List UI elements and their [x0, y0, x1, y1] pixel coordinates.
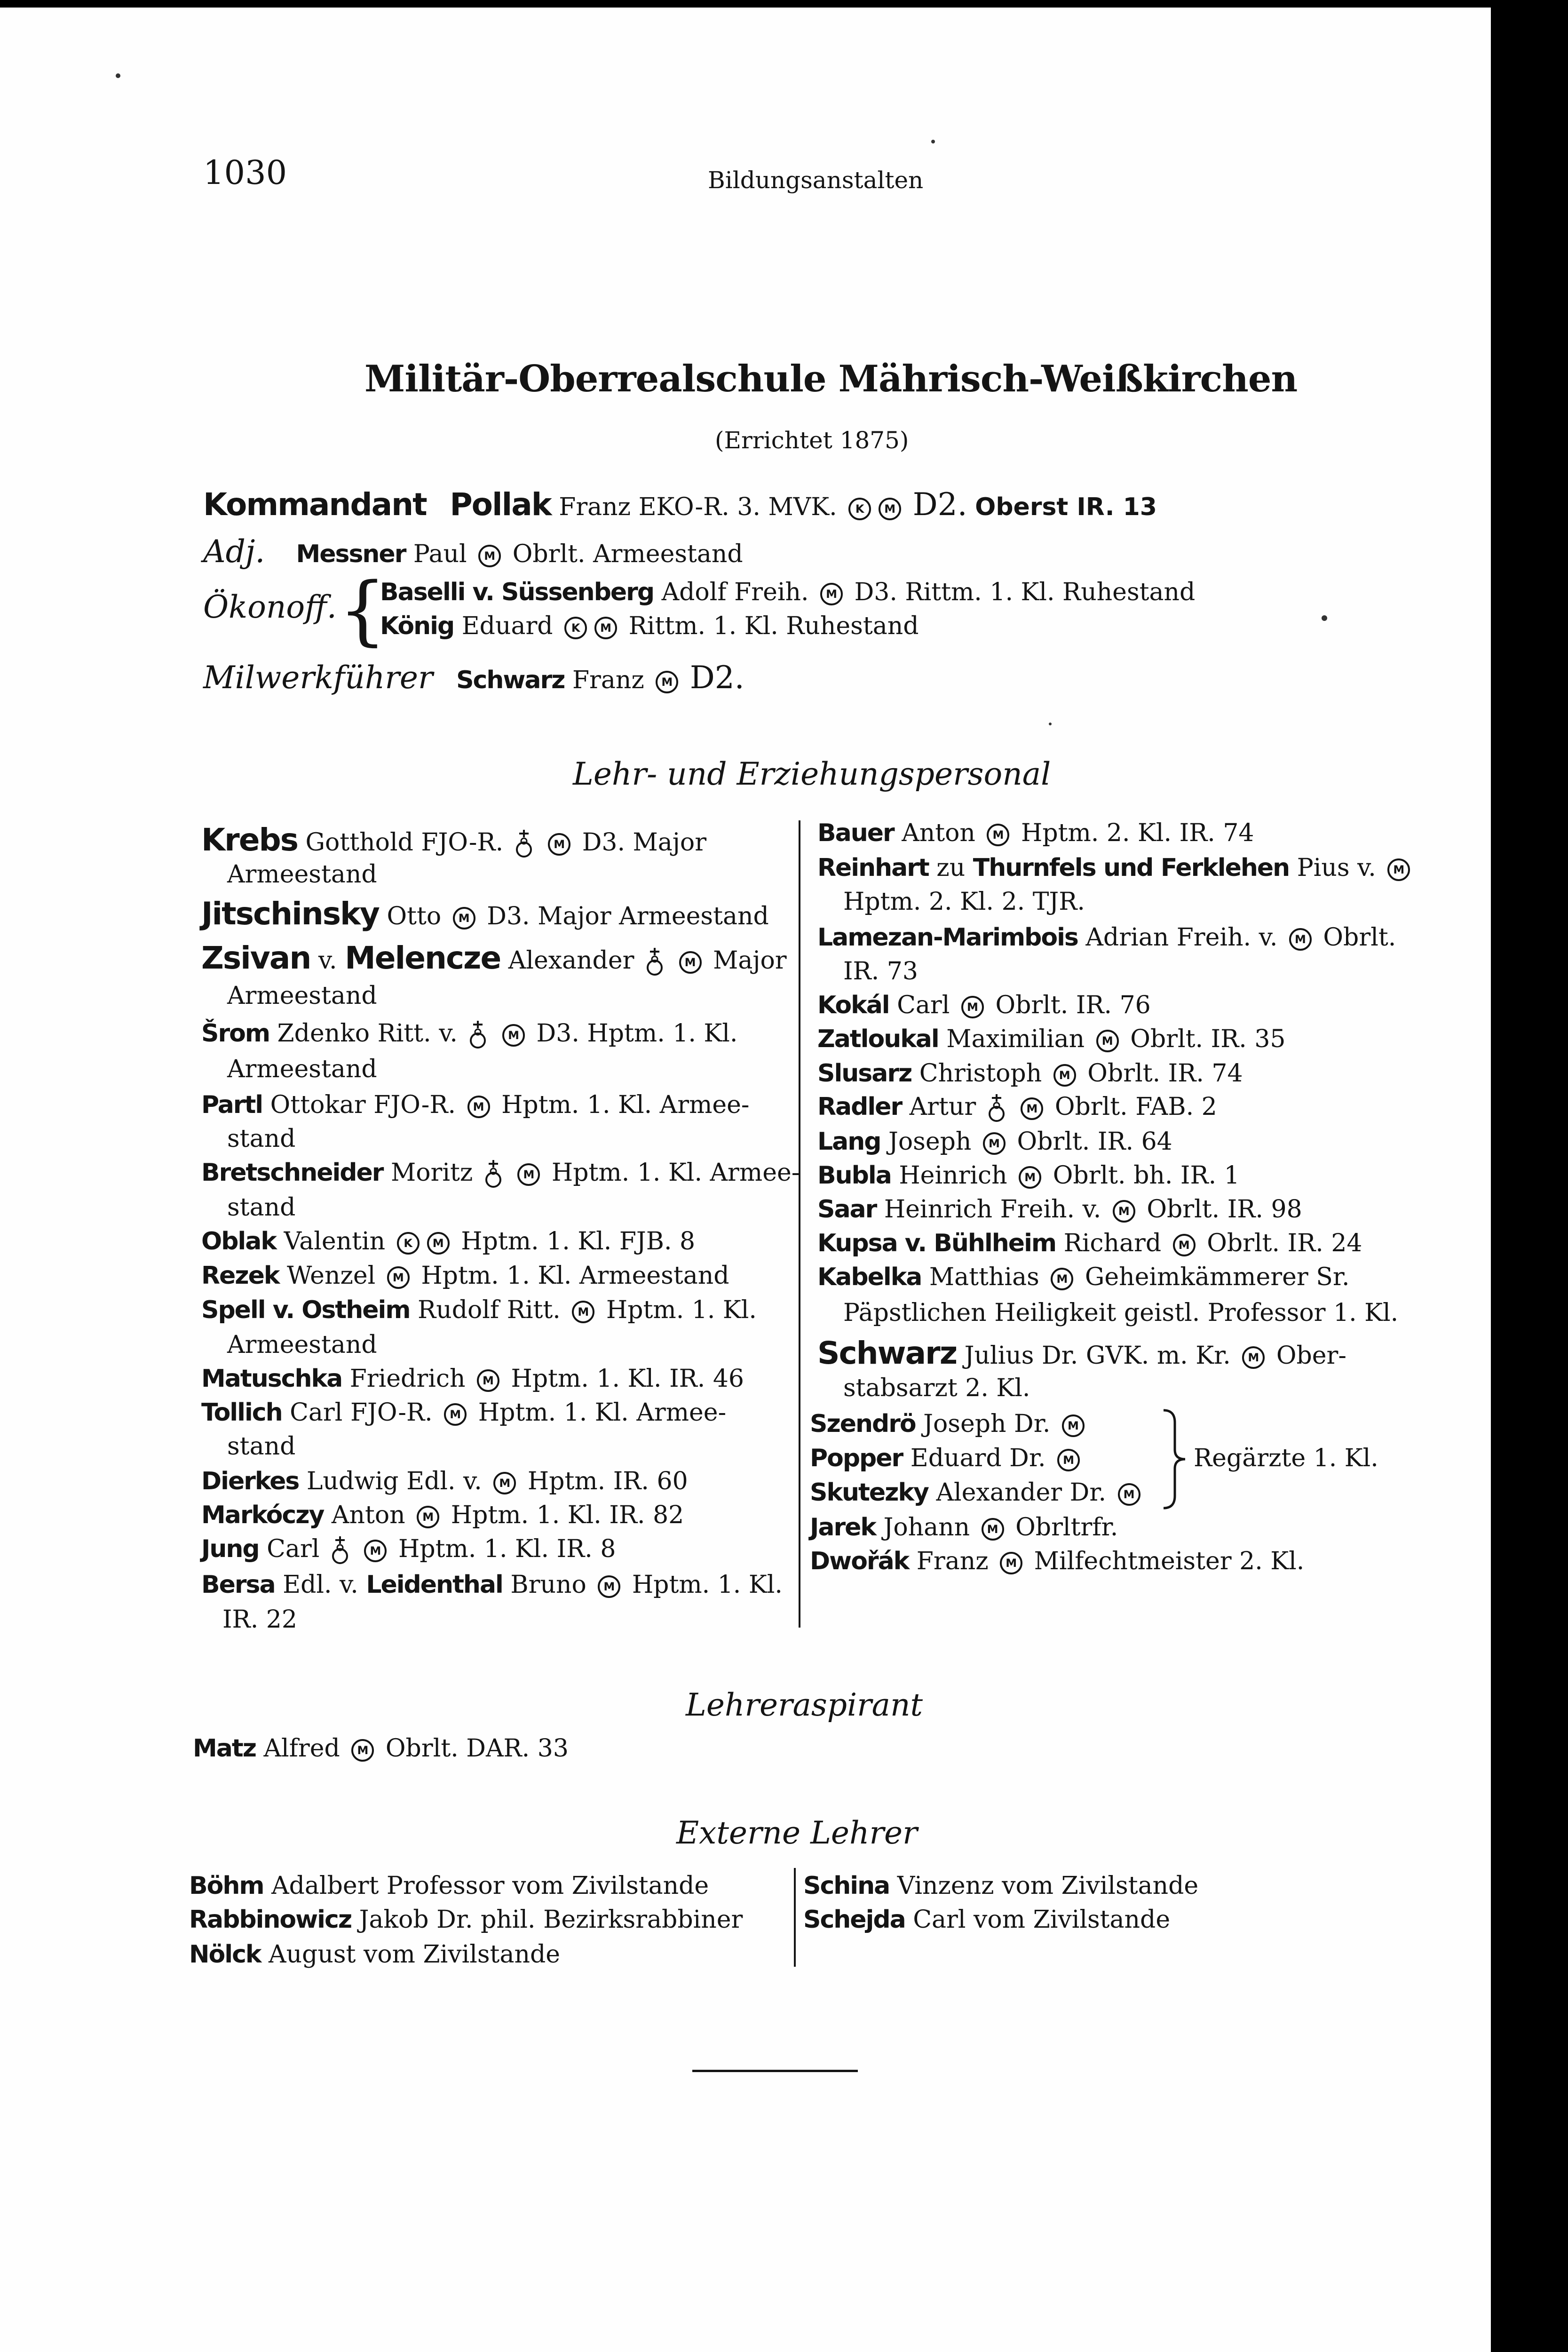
- military-cross-icon: [330, 1534, 350, 1567]
- given-name: Ottokar FJO-R.: [270, 1091, 456, 1119]
- given-name: Pius v.: [1297, 854, 1376, 882]
- dust-speck: [116, 73, 120, 78]
- surname: Lamezan-Marimbois: [817, 923, 1078, 952]
- given-name: Maximilian: [946, 1025, 1085, 1053]
- surname: Popper: [810, 1444, 903, 1472]
- order-m-icon: M: [364, 1540, 387, 1562]
- order-m-icon: M: [1000, 1552, 1022, 1574]
- surname: Schina: [803, 1872, 890, 1900]
- order-m-icon: M: [983, 1132, 1006, 1155]
- rank: D3. Rittm. 1. Kl. Ruhestand: [854, 578, 1196, 606]
- details: Carl vom Zivilstande: [913, 1906, 1171, 1934]
- order-m-icon: M: [598, 1575, 620, 1598]
- rank: Obrlt. IR. 76: [995, 991, 1151, 1019]
- rank: Major: [713, 946, 787, 975]
- surname: Markóczy: [201, 1501, 324, 1529]
- entry-partl: [201, 1089, 750, 1121]
- order-m-icon: M: [987, 824, 1009, 846]
- given-name: Joseph Dr.: [923, 1410, 1051, 1438]
- rank: Hptm. 1. Kl. FJB. 8: [461, 1227, 696, 1255]
- rank: Obrltrfr.: [1015, 1513, 1118, 1542]
- military-cross-icon: [483, 1158, 503, 1191]
- label: Adj.: [203, 533, 265, 570]
- entry-srom-cont: Armeestand: [227, 1055, 377, 1083]
- order-m-icon: M: [417, 1506, 439, 1528]
- order-k-icon: K: [397, 1232, 420, 1255]
- entry-rezek: [201, 1259, 729, 1292]
- entry-spell: [201, 1294, 757, 1327]
- conjunction: und: [1103, 854, 1153, 882]
- dust-speck: [931, 140, 935, 143]
- given-name: Eduard Dr.: [910, 1444, 1046, 1472]
- surname: Jitschinsky: [201, 896, 379, 932]
- label-oekonoff: Ökonoff.: [203, 589, 337, 625]
- given-name: Alfred: [263, 1734, 340, 1763]
- entry-srom: [201, 1017, 737, 1052]
- book-page: [0, 8, 1491, 2352]
- given-name: Franz: [572, 666, 644, 694]
- order-m-icon: M: [1021, 1097, 1043, 1120]
- surname: Reinhart: [817, 854, 929, 882]
- surname: Nölck: [189, 1940, 261, 1969]
- order-k-icon: K: [564, 617, 587, 639]
- order-m-icon: M: [1387, 858, 1410, 881]
- entry-bretschneider: [201, 1156, 800, 1191]
- given-name: Alexander: [508, 946, 634, 975]
- rank: Obrlt. IR. 35: [1130, 1025, 1286, 1053]
- rank: Obrlt. IR. 64: [1017, 1128, 1172, 1156]
- order-m-icon: M: [1019, 1166, 1041, 1189]
- order-m-icon: M: [879, 498, 901, 520]
- surname: Bretschneider: [201, 1159, 383, 1187]
- military-cross-icon: [645, 946, 665, 979]
- entry-bauer: [817, 817, 1254, 850]
- surname: Saar: [817, 1195, 877, 1224]
- order-m-icon: M: [1289, 928, 1312, 951]
- surname: Schwarz: [817, 1335, 957, 1371]
- entry-jitschinsky: [201, 898, 769, 933]
- order-m-icon: M: [548, 833, 570, 856]
- given-name: Joseph: [888, 1128, 972, 1156]
- entry-tollich-cont: stand: [227, 1432, 296, 1461]
- section-heading-lehr: Lehr- und Erziehungspersonal: [573, 756, 1051, 792]
- details: Adalbert Professor vom Zivilstande: [271, 1872, 709, 1900]
- staff-adjutant: [203, 535, 743, 571]
- surname: Lang: [817, 1128, 881, 1156]
- military-cross-icon: [514, 828, 534, 861]
- entry-reinhart: [817, 851, 1414, 884]
- given-name: Adrian Freih. v.: [1085, 923, 1278, 952]
- entry-jarek: [810, 1511, 1118, 1544]
- order-m-icon: M: [572, 1301, 594, 1323]
- rank: Hptm. 1. Kl.: [632, 1571, 783, 1599]
- column-divider: [799, 820, 800, 1628]
- order-m-icon: M: [1057, 1449, 1080, 1471]
- order-m-icon: M: [387, 1266, 410, 1289]
- surname: Partl: [201, 1091, 263, 1119]
- order-m-icon: M: [467, 1096, 490, 1118]
- given-name: Bruno: [510, 1571, 586, 1599]
- right-brace-icon: [1161, 1408, 1189, 1510]
- given-name: Anton: [331, 1501, 405, 1529]
- surname: Szendrö: [810, 1410, 916, 1438]
- regaerzte-label: Regärzte 1. Kl.: [1194, 1444, 1378, 1472]
- entry-schwarz-cont: stabsarzt 2. Kl.: [843, 1374, 1030, 1402]
- given-name: Carl: [897, 991, 950, 1019]
- given-name: Valentin: [284, 1227, 386, 1255]
- entry-matz: [193, 1732, 569, 1765]
- entry-zsivan-cont: Armeestand: [227, 982, 377, 1010]
- rank: Obrlt. IR. 74: [1087, 1059, 1243, 1088]
- order-m-icon: M: [656, 671, 678, 693]
- entry-bretschneider-cont: stand: [227, 1193, 296, 1222]
- surname: Messner: [296, 540, 406, 568]
- rank: D3. Hptm. 1. Kl.: [536, 1019, 738, 1048]
- rank: Milfechtmeister 2. Kl.: [1034, 1547, 1305, 1575]
- rank: Hptm. 1. Kl.: [606, 1296, 757, 1324]
- entry-jung: [201, 1533, 616, 1567]
- given-name: Franz: [916, 1547, 989, 1575]
- entry-szendro: [810, 1407, 1088, 1440]
- rank: Obrlt. FAB. 2: [1054, 1093, 1217, 1121]
- entry-matuschka: [201, 1362, 744, 1395]
- subtitle: (Errichtet 1875): [715, 427, 909, 454]
- rank: Hptm. 1. Kl. Armee-: [478, 1398, 727, 1427]
- surname-3: Ferklehen: [1160, 854, 1290, 882]
- details: Gotthold FJO-R.: [305, 828, 504, 857]
- extern-entry: [189, 1903, 743, 1936]
- given-name: Johann: [883, 1513, 970, 1542]
- rank: Obrlt. Armeestand: [512, 540, 743, 568]
- given-name: Carl FJO-R.: [290, 1398, 433, 1427]
- given-name: Matthias: [929, 1263, 1039, 1291]
- rank: Hptm. 1. Kl. IR. 46: [511, 1365, 744, 1393]
- extern-entry: [803, 1869, 1198, 1902]
- extern-entry: [803, 1903, 1170, 1936]
- entry-lamezan: [817, 921, 1396, 954]
- dust-speck: [1322, 615, 1327, 621]
- rank: Hptm. 1. Kl. IR. 8: [398, 1535, 616, 1563]
- order-m-icon: M: [961, 996, 984, 1018]
- order-m-icon: M: [477, 1369, 499, 1392]
- military-cross-icon: [468, 1019, 488, 1052]
- surname: Pollak: [450, 486, 551, 523]
- order-m-icon: M: [493, 1472, 516, 1494]
- surname: Kupsa v. Bühlheim: [817, 1229, 1056, 1257]
- rank: Obrlt.: [1323, 923, 1396, 952]
- order-m-icon: M: [1051, 1268, 1073, 1290]
- surname: Baselli v. Süssenberg: [380, 578, 654, 606]
- rank: Hptm. IR. 60: [527, 1467, 688, 1495]
- rank: Obrlt. IR. 98: [1147, 1195, 1302, 1224]
- entry-schwarz: [817, 1337, 1346, 1372]
- label: Kommandant: [203, 486, 427, 523]
- surname: Bersa: [201, 1571, 275, 1599]
- surname: Böhm: [189, 1872, 264, 1900]
- end-rule: [692, 2070, 858, 2072]
- scan-border-top: [0, 0, 1568, 8]
- dust-speck: [1049, 723, 1052, 725]
- extern-entry: [189, 1869, 709, 1902]
- surname: Dierkes: [201, 1467, 299, 1495]
- entry-dierkes: [201, 1465, 688, 1498]
- given-name: Rudolf Ritt.: [418, 1296, 561, 1324]
- given-name: Wenzel: [286, 1262, 376, 1290]
- entry-kupsa: [817, 1227, 1362, 1260]
- staff-milwerkfuehrer: [203, 661, 744, 697]
- decoration: D2.: [689, 660, 744, 696]
- given-name: Moritz: [390, 1159, 473, 1187]
- rank: D3. Major: [582, 828, 707, 857]
- entry-krebs: [201, 824, 706, 861]
- entry-dworak: [810, 1545, 1304, 1578]
- entry-zsivan: [201, 942, 787, 979]
- surname: Schwarz: [456, 666, 565, 694]
- page-title: Militär-Oberrealschule Mährisch-Weißkirchen: [364, 358, 1298, 400]
- order-m-icon: M: [982, 1518, 1004, 1541]
- surname-2: Thurnfels: [973, 854, 1096, 882]
- details: Vinzenz vom Zivilstande: [897, 1872, 1199, 1900]
- order-m-icon: M: [453, 907, 475, 930]
- given-name: Artur: [909, 1093, 976, 1121]
- staff-kommandant: [203, 488, 1157, 524]
- entry-slusarz: [817, 1057, 1243, 1090]
- rank: Obrlt. bh. IR. 1: [1053, 1161, 1240, 1190]
- order-m-icon: M: [1242, 1346, 1265, 1369]
- entry-skutezky: [810, 1476, 1144, 1509]
- given-name: Ludwig Edl. v.: [306, 1467, 482, 1495]
- running-title: Bildungsanstalten: [708, 167, 924, 194]
- surname: Zatloukal: [817, 1025, 939, 1053]
- entry-lang: [817, 1125, 1172, 1158]
- rank: Hptm. 2. Kl. IR. 74: [1021, 819, 1254, 847]
- order-m-icon: M: [478, 545, 501, 567]
- given-name: Christoph: [919, 1059, 1042, 1088]
- given-name: Heinrich: [899, 1161, 1007, 1190]
- rank: Ober-: [1276, 1342, 1346, 1370]
- entry-kokal: [817, 989, 1151, 1022]
- surname-2: Melencze: [345, 940, 501, 976]
- surname: Kabelka: [817, 1263, 922, 1291]
- given-name: Julius Dr. GVK. m. Kr.: [964, 1342, 1231, 1370]
- surname: Rabbinowicz: [189, 1906, 352, 1934]
- entry-tollich: [201, 1396, 726, 1429]
- rank: Geheimkämmerer Sr.: [1085, 1263, 1350, 1291]
- order-m-icon: M: [351, 1739, 374, 1762]
- section-heading-extern: Externe Lehrer: [676, 1815, 918, 1851]
- entry-radler: [817, 1090, 1217, 1125]
- given-name: Otto: [387, 902, 442, 930]
- entry-krebs-cont: Armeestand: [227, 860, 377, 889]
- entry-partl-cont: stand: [227, 1125, 296, 1153]
- given-name: Anton: [902, 819, 975, 847]
- details: Jakob Dr. phil. Bezirksrabbiner: [359, 1906, 743, 1934]
- surname: Rezek: [201, 1262, 279, 1290]
- entry-bersa-cont: IR. 22: [222, 1605, 297, 1634]
- given-name: Heinrich Freih. v.: [884, 1195, 1101, 1224]
- surname: Spell v. Ostheim: [201, 1296, 410, 1324]
- entry-lamezan-cont: IR. 73: [843, 957, 918, 985]
- given-name: Richard: [1063, 1229, 1162, 1257]
- details: August vom Zivilstande: [269, 1940, 561, 1969]
- surname: Dwořák: [810, 1547, 909, 1575]
- extern-entry: [189, 1938, 560, 1971]
- rank: Hptm. 1. Kl. Armeestand: [421, 1262, 729, 1290]
- rank: Obrlt. DAR. 33: [385, 1734, 569, 1763]
- order-m-icon: M: [679, 951, 702, 974]
- given-name: Alexander Dr.: [936, 1478, 1107, 1507]
- given-name: Zdenko Ritt. v.: [277, 1019, 458, 1048]
- order-m-icon: M: [1053, 1064, 1076, 1087]
- order-m-icon: M: [427, 1232, 450, 1255]
- entry-spell-cont: Armeestand: [227, 1331, 377, 1359]
- order-k-icon: K: [848, 498, 871, 520]
- surname: Bubla: [817, 1161, 891, 1190]
- particle: Edl. v.: [283, 1571, 358, 1599]
- surname: Bauer: [817, 819, 894, 847]
- surname: Oblak: [201, 1227, 276, 1255]
- given-name: Adolf Freih.: [661, 578, 809, 606]
- surname: Matz: [193, 1734, 256, 1763]
- surname: Krebs: [201, 822, 298, 858]
- order-m-icon: M: [594, 617, 617, 639]
- staff-oekonoff-2: [380, 610, 919, 643]
- decoration: D2.: [912, 486, 967, 523]
- scan-border-right: [1491, 0, 1568, 2352]
- order-m-icon: M: [820, 583, 843, 605]
- order-m-icon: M: [1062, 1414, 1085, 1437]
- entry-markoczy: [201, 1499, 684, 1532]
- entry-popper: [810, 1442, 1084, 1475]
- rank: D3. Major Armeestand: [487, 902, 769, 930]
- entry-oblak: [201, 1225, 695, 1258]
- surname: Šrom: [201, 1019, 270, 1048]
- details: Franz EKO-R. 3. MVK.: [559, 493, 837, 521]
- given-name: Carl: [267, 1535, 320, 1563]
- military-cross-icon: [987, 1092, 1006, 1125]
- brace-icon: {: [339, 566, 387, 654]
- order-m-icon: M: [1096, 1030, 1119, 1052]
- order-m-icon: M: [1118, 1483, 1140, 1506]
- surname: Skutezky: [810, 1478, 928, 1507]
- surname-2: Leidenthal: [366, 1571, 503, 1599]
- surname: Radler: [817, 1093, 902, 1121]
- label: Milwerkführer: [203, 660, 433, 696]
- surname: Tollich: [201, 1398, 282, 1427]
- entry-saar: [817, 1193, 1302, 1226]
- entry-bubla: [817, 1159, 1240, 1192]
- order-m-icon: M: [517, 1163, 540, 1186]
- rank: Hptm. 1. Kl. IR. 82: [451, 1501, 684, 1529]
- rank: Obrlt. IR. 24: [1207, 1229, 1362, 1257]
- rank: Rittm. 1. Kl. Ruhestand: [628, 612, 919, 640]
- surname: Slusarz: [817, 1059, 912, 1088]
- rank: Hptm. 1. Kl. Armee-: [501, 1091, 750, 1119]
- order-m-icon: M: [1113, 1200, 1135, 1223]
- page-number: 1030: [203, 153, 287, 192]
- entry-zatloukal: [817, 1023, 1286, 1056]
- surname: Kokál: [817, 991, 889, 1019]
- surname: König: [380, 612, 454, 640]
- given-name: Paul: [413, 540, 467, 568]
- given-name: Eduard: [461, 612, 553, 640]
- order-m-icon: M: [502, 1024, 525, 1047]
- order-m-icon: M: [444, 1403, 467, 1426]
- surname: Matuschka: [201, 1365, 342, 1393]
- particle: zu: [936, 854, 966, 882]
- entry-kabelka: [817, 1261, 1350, 1294]
- order-m-icon: M: [1173, 1234, 1196, 1256]
- surname: Schejda: [803, 1906, 905, 1934]
- given-name: Friedrich: [349, 1365, 466, 1393]
- rank: Oberst IR. 13: [975, 493, 1157, 521]
- entry-kabelka-cont: Päpstlichen Heiligkeit geistl. Professor 1. Kl.: [843, 1299, 1399, 1327]
- surname: Jung: [201, 1535, 259, 1563]
- section-heading-aspirant: Lehreraspirant: [686, 1687, 923, 1723]
- surname: Jarek: [810, 1513, 876, 1542]
- rank: Hptm. 1. Kl. Armee-: [551, 1159, 800, 1187]
- surname: Zsivan: [201, 940, 311, 976]
- entry-bersa: [201, 1568, 783, 1601]
- entry-reinhart-cont: Hptm. 2. Kl. 2. TJR.: [843, 888, 1085, 916]
- column-divider: [794, 1868, 796, 1967]
- particle: v.: [318, 946, 337, 975]
- staff-oekonoff-1: [380, 576, 1195, 609]
